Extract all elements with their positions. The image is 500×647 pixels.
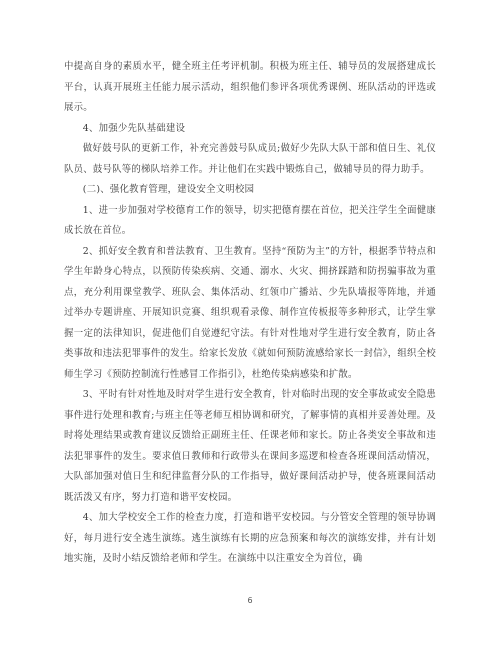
page-number: 6 xyxy=(247,596,253,605)
paragraph-safety-inspection: 4、加大学校安全工作的检查力度，打造和谐平安校园。与分管安全管理的领导协调好，每月进行安全逃生演练。逃生演练有长期的应急预案和每次的演练安排，并有计划地实施，及时小结反馈给老师和学生。在演练中以注重安全为首位，确 xyxy=(64,512,436,564)
paragraph-drum-team: 做好鼓号队的更新工作，补充完善鼓号队成员;做好少先队大队干部和值日生、礼仪队员、鼓号队等的梯队培养工作。并让他们在实践中锻炼自己，做辅导员的得力助手。 xyxy=(64,143,436,175)
paragraph-safety-education: 2、抓好安全教育和普法教育、卫生教育。坚持“预防为主”的方针，根据季节特点和学生年龄身心特点，以预防传染疾病、交通、溺水、火灾、拥挤踩踏和防拐骗事故为重点，充分利用课堂教学、班队会、集体活动、红领巾广播站、少先队墙报等阵地，并通过举办专题讲座、开展知识竞赛、组织观看录像、制作宣传板报等多种形式，让学生掌握一定的法律知识，促进他们自觉遵纪守法。有针对性地对学生进行安全教育，防止各类事故和违法犯罪事件的发生。给家长发放《就如何预防流感给家长一封信》，组织全校师生学习《预防控制流行性感冒工作指引》，杜绝传染病感染和扩散。 xyxy=(64,245,436,380)
section-heading-safety-management: (二)、强化教育管理，建设安全文明校园 xyxy=(82,184,255,195)
document-body xyxy=(64,57,436,570)
paragraph-moral-education: 1、进一步加强对学校德育工作的领导，切实把德育摆在首位，把关注学生全面健康成长放在首位。 xyxy=(64,204,436,236)
paragraph-incident-handling: 3、平时有针对性地及时对学生进行安全教育，针对临时出现的安全事故或安全隐患事件进行处理和教育;与班主任等老师互相协调和研究，了解事情的真相并妥善处理。及时将处理结果或教育建议反馈给正副班主任、任课老师和家长。防止各类安全事故和违法犯罪事件的发生。要求值日教师和行政带头在课间多巡逻和检查各班课间活动情况，大队部加强对值日生和纪律监督分队的工作指导，做好课间活动护导，使各班课间活动既活泼又有序，努力打造和谐平安校园。 xyxy=(64,389,436,503)
paragraph-continuation: 中提高自身的素质水平，健全班主任考评机制。积极为班主任、辅导员的发展搭建成长平台，认真开展班主任能力展示活动，组织他们参评各项优秀课例、班队活动的评选或展示。 xyxy=(64,61,436,113)
section-heading-young-pioneers: 4、加强少先队基础建设 xyxy=(82,122,186,134)
